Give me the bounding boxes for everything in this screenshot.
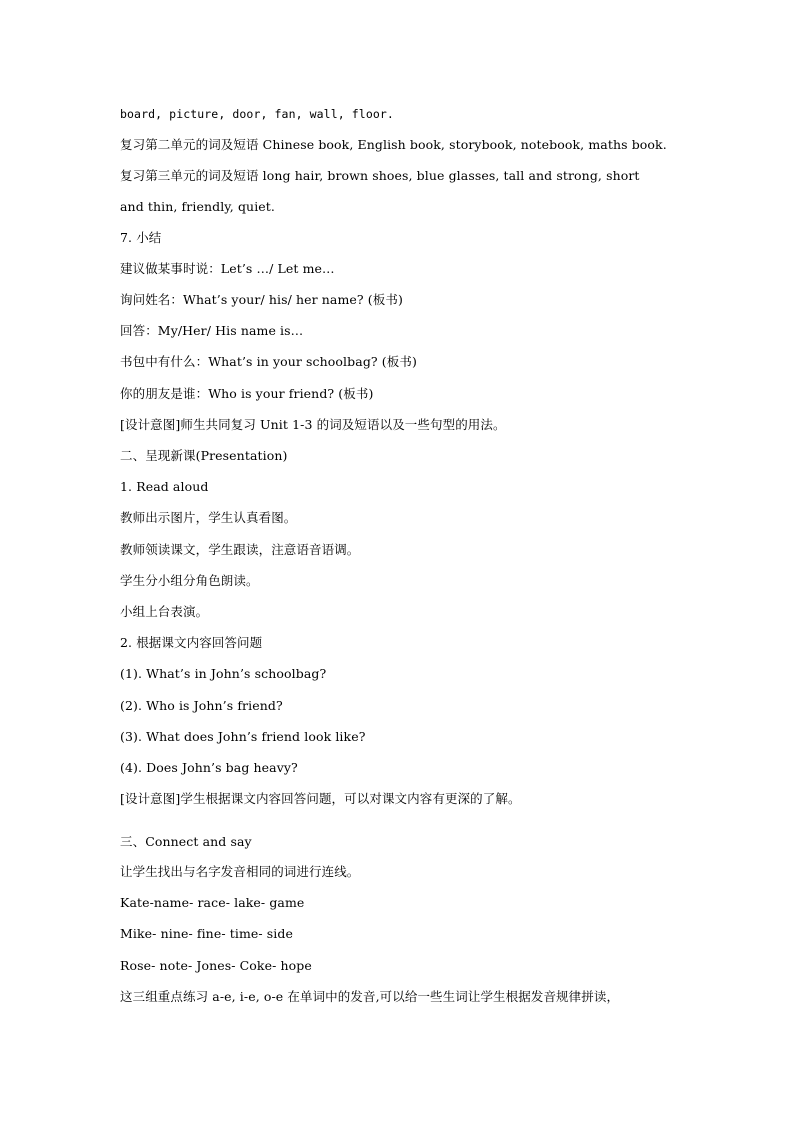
text-line-18: 2. 根据课文内容回答问题 xyxy=(120,635,263,650)
text-line-25: 让学生找出与名字发音相同的词进行连线。 xyxy=(120,864,360,879)
text-line-3: 复习第三单元的词及短语 long hair, brown shoes, blue glasses, tall and strong, short xyxy=(120,168,640,183)
text-line-10: 你的朋友是谁：Who is your friend? (板书) xyxy=(120,386,374,401)
word-group-2: Mike- nine- fine- time- side xyxy=(120,926,294,941)
text-line-23: [设计意图]学生根据课文内容回答问题，可以对课文内容有更深的了解。 xyxy=(120,791,521,806)
question-1: (1). What’s in John’s schoolbag? xyxy=(120,666,327,681)
text-line-13: 1. Read aloud xyxy=(120,479,209,494)
question-3: (3). What does John’s friend look like? xyxy=(120,729,366,744)
text-line-1: board, picture, door, fan, wall, floor. xyxy=(120,107,394,121)
text-line-17: 小组上台表演。 xyxy=(120,604,209,619)
text-line-9: 书包中有什么：What’s in your schoolbag? (板书) xyxy=(120,354,417,369)
text-line-8: 回答：My/Her/ His name is… xyxy=(120,323,304,338)
text-line-7: 询问姓名：What’s your/ his/ her name? (板书) xyxy=(120,292,403,307)
text-line-2: 复习第二单元的词及短语 Chinese book, English book, storybook, notebook, maths book. xyxy=(120,137,667,152)
text-line-16: 学生分小组分角色朗读。 xyxy=(120,573,259,588)
question-4: (4). Does John’s bag heavy? xyxy=(120,760,298,775)
section-heading-summary: 7. 小结 xyxy=(120,230,162,245)
text-line-4: and thin, friendly, quiet. xyxy=(120,199,275,214)
word-group-3: Rose- note- Jones- Coke- hope xyxy=(120,958,312,973)
question-2: (2). Who is John’s friend? xyxy=(120,698,283,713)
text-line-14: 教师出示图片，学生认真看图。 xyxy=(120,510,297,525)
section-heading-presentation: 二、呈现新课(Presentation) xyxy=(120,448,288,463)
section-heading-connect: 三、Connect and say xyxy=(120,834,252,849)
word-group-1: Kate-name- race- lake- game xyxy=(120,895,305,910)
text-line-29: 这三组重点练习 a-e, i-e, o-e 在单词中的发音,可以给一些生词让学生根据发音规律拼读， xyxy=(120,989,620,1004)
text-line-11: [设计意图]师生共同复习 Unit 1-3 的词及短语以及一些句型的用法。 xyxy=(120,417,506,432)
text-line-6: 建议做某事时说：Let’s …/ Let me… xyxy=(120,261,335,276)
text-line-15: 教师领读课文，学生跟读，注意语音语调。 xyxy=(120,542,360,557)
